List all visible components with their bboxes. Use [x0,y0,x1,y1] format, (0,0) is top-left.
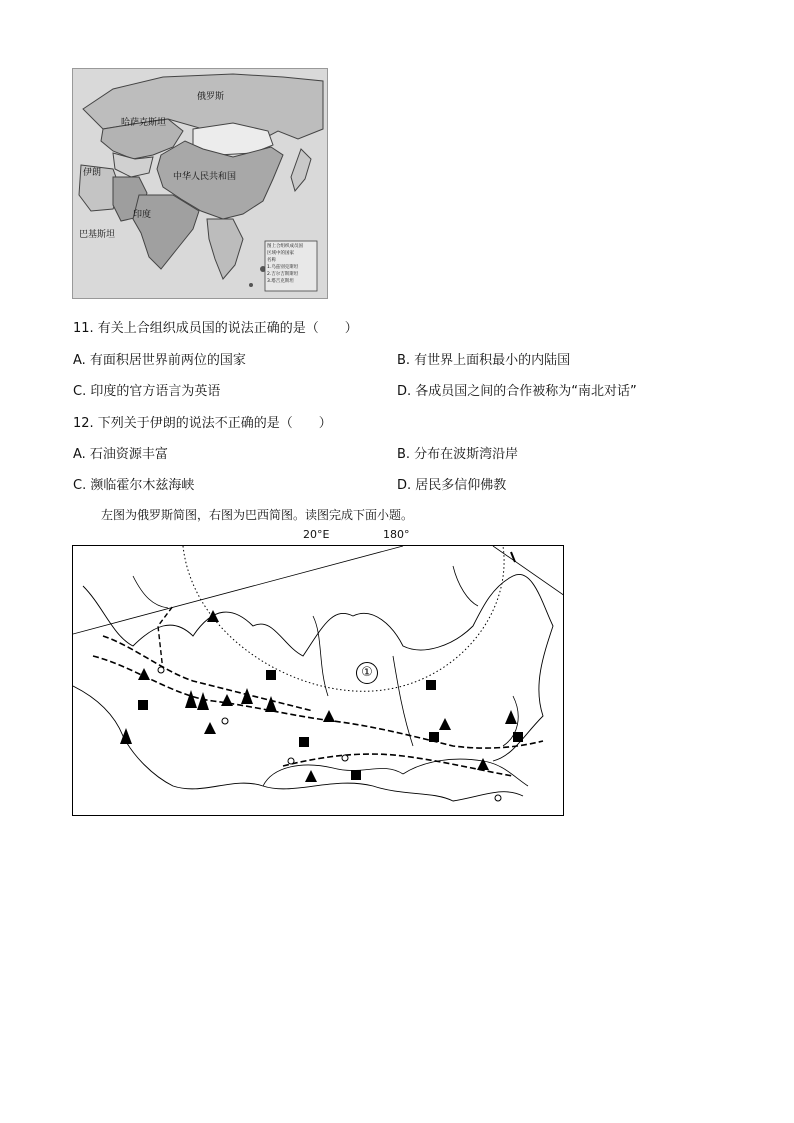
map-intro-text: 左图为俄罗斯简图，右图为巴西简图。读图完成下面小题。 [101,508,414,522]
legend-line: 区域中的国家 [267,251,294,256]
legend-line: 名称 [267,258,276,263]
question-12-stem: 12. 下列关于伊朗的说法不正确的是（ ） [73,416,332,431]
triangle-symbol [207,610,219,622]
railway [103,636,313,711]
q11-option-c[interactable]: C. 印度的官方语言为英语 [73,384,221,399]
square-symbol [138,700,148,710]
triangle-symbol [241,688,253,704]
q11-option-b[interactable]: B. 有世界上面积最小的内陆国 [397,353,571,368]
q12-option-b[interactable]: B. 分布在波斯湾沿岸 [397,447,519,462]
square-symbol [429,732,439,742]
question-11-stem: 11. 有关上合组织成员国的说法正确的是（ ） [73,321,358,336]
legend-line: 1.乌兹别克斯坦 [267,265,299,270]
triangle-symbol [505,710,517,724]
lon-label-20e: 20°E [303,528,330,541]
label-russia: 俄罗斯 [197,92,225,102]
legend-line: 3.塔吉克斯坦 [267,279,294,284]
q11-option-a[interactable]: A. 有面积居世界前两位的国家 [73,353,246,368]
map1-legend [267,243,317,285]
lon-label-180: 180° [383,528,410,541]
border-line [263,765,403,786]
graticule-line [73,546,403,634]
label-iran: 伊朗 [83,168,102,178]
flag-symbol [511,552,515,562]
river [313,616,328,696]
triangle-symbol [305,770,317,782]
label-kazakhstan: 哈萨克斯坦 [121,118,167,128]
square-symbol [299,737,309,747]
label-china: 中华人民共和国 [173,172,237,182]
q12-option-c[interactable]: C. 濒临霍尔木兹海峡 [73,478,195,493]
square-symbol [351,770,361,780]
square-symbol [266,670,276,680]
q12-option-a[interactable]: A. 石油资源丰富 [73,447,168,462]
sco-member-map [72,68,328,299]
triangle-symbol [439,718,451,730]
label-india: 印度 [133,210,152,220]
graticule-line [493,546,564,596]
triangle-symbol [323,710,335,722]
coastline [453,566,478,606]
city-dot [222,718,228,724]
railway [158,606,173,671]
q12-option-d[interactable]: D. 居民多信仰佛教 [397,478,507,493]
coastline [133,576,168,608]
label-pakistan: 巴基斯坦 [79,230,116,240]
border-line [403,759,528,786]
q11-option-d[interactable]: D. 各成员国之间的合作被称为“南北对话” [397,384,637,399]
city-dot [288,758,294,764]
triangle-symbol [197,692,209,710]
triangle-symbol [204,722,216,734]
russia-map [72,545,564,816]
triangle-symbol [185,690,197,708]
river [393,656,413,746]
region-marker-1: ① [356,662,378,684]
city-dot [342,755,348,761]
triangle-symbol [120,728,132,744]
arctic-circle [183,546,504,691]
triangle-symbol [477,758,489,770]
legend-line: 图上合组织成员国 [267,244,303,249]
square-symbol [513,732,523,742]
city-dot [158,667,164,673]
triangle-symbol [221,694,233,706]
city-dot [495,795,501,801]
legend-line: 2.吉尔吉斯斯坦 [267,272,299,277]
russia-map-drawing [73,546,564,816]
square-symbol [426,680,436,690]
triangle-symbol [265,696,277,712]
